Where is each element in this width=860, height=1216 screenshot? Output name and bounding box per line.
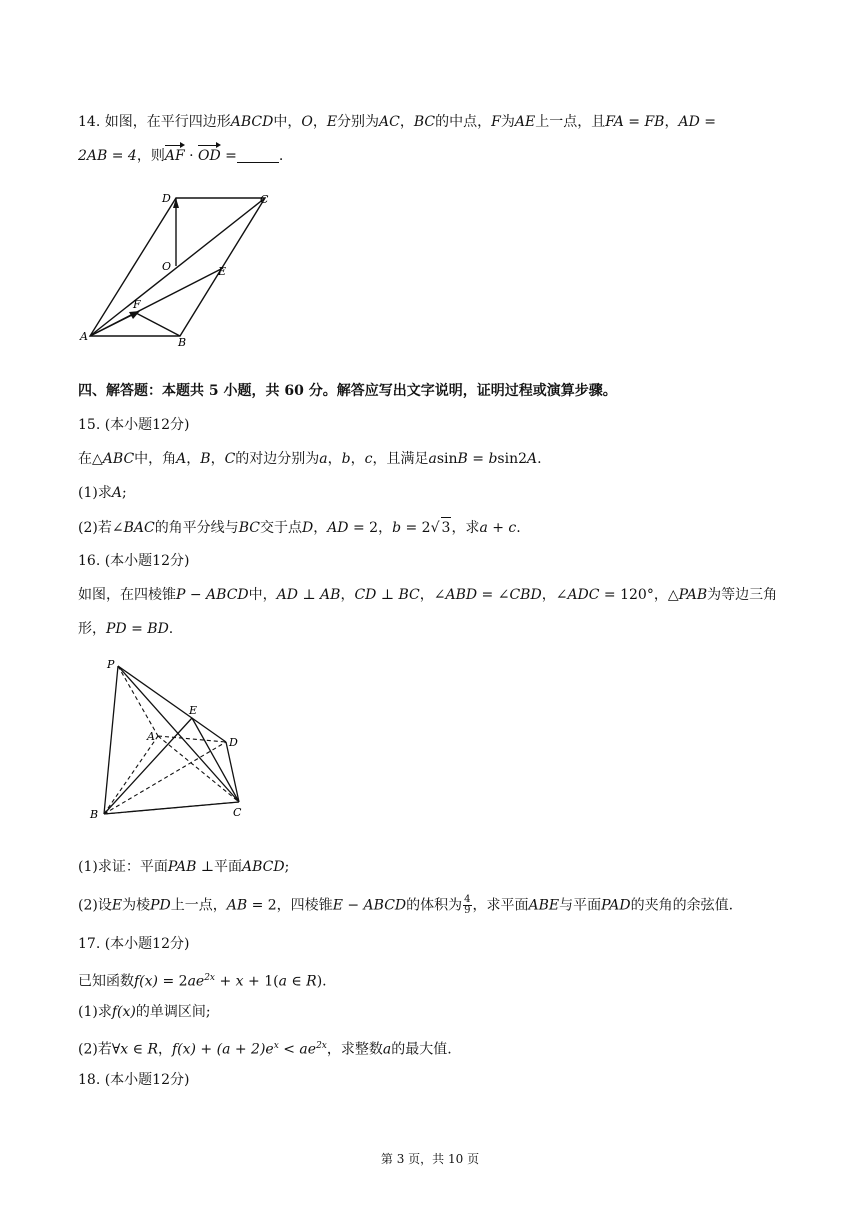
q16-text: 中， — [248, 587, 277, 603]
q14-math: AE — [514, 114, 536, 130]
q15-text: ， — [186, 451, 201, 467]
label-c: C — [233, 806, 242, 819]
sqrt-radicand: 3 — [441, 517, 452, 538]
q16-text: ， — [340, 587, 355, 603]
q16-math: ABD — [445, 587, 478, 603]
q17-exponent: 2x — [316, 1041, 327, 1051]
q14-math: 2AB = 4 — [78, 148, 137, 164]
q14-math: E — [326, 114, 338, 130]
q16-math: ADC — [567, 587, 600, 603]
q17-text: ，求整数 — [326, 1041, 383, 1058]
answer-blank — [237, 148, 279, 163]
label-c: C — [260, 193, 269, 206]
q15-math: b — [341, 451, 351, 467]
q16-text: ，∠ — [541, 587, 568, 603]
q17-part2 — [78, 1036, 452, 1060]
q15-stem — [78, 449, 542, 469]
q16-header: 16. (本小题12分) — [78, 553, 190, 569]
q15-text: 的角平分线与 — [154, 520, 239, 536]
q17-stem — [78, 968, 327, 992]
q15-part1 — [78, 483, 127, 503]
q14-text: ， — [399, 114, 414, 130]
q15-part2 — [78, 517, 521, 538]
q16-math: CBD — [509, 587, 542, 603]
q16-math: P − ABCD — [176, 587, 249, 603]
q17-part1 — [78, 1002, 211, 1022]
q14-text: 中， — [273, 114, 302, 130]
q14-text: . — [278, 148, 284, 164]
q16-math: ABCD — [242, 859, 285, 875]
q16-text: 为等边三角 — [707, 587, 778, 603]
q15-text: = 2 — [401, 520, 431, 536]
q14-line1 — [78, 112, 716, 132]
q15-math: D — [301, 520, 314, 536]
q16-text: ，△ — [653, 587, 679, 603]
q14-math: AC — [379, 114, 400, 130]
label-e: E — [218, 265, 227, 278]
q15-math: a — [428, 451, 437, 467]
q14-math: O — [301, 114, 313, 130]
fraction-denominator: 9 — [464, 905, 471, 916]
q15-math: b — [392, 520, 402, 536]
q17-math: a ∈ R — [278, 973, 317, 990]
q16-math: PD — [150, 897, 171, 914]
q16-text: = 2，四棱锥 — [247, 897, 333, 914]
vector-af: AF — [164, 148, 185, 164]
q17-math: a — [382, 1041, 392, 1058]
q15-text: 交于点 — [259, 520, 302, 536]
q15-math: B — [457, 451, 468, 467]
q15-text: 在△ — [78, 451, 103, 467]
sqrt-symbol: √ — [430, 520, 440, 536]
q15-text: . — [516, 520, 521, 536]
q14-text: 的中点， — [435, 114, 492, 130]
q16-math: PAB — [167, 859, 197, 875]
q14-text: ， — [312, 114, 327, 130]
q16-text: 与平面 — [559, 897, 602, 914]
q17-text: ). — [316, 973, 327, 990]
q17-text: ， — [157, 1041, 172, 1058]
label-b: B — [90, 808, 99, 821]
q15-text: . — [537, 451, 542, 467]
q14-text: ，则 — [136, 148, 165, 164]
section-heading: 四、解答题：本题共 5 小题，共 60 分。解答应写出文字说明，证明过程或演算步骤。 — [78, 383, 617, 399]
q15-math: A — [176, 451, 187, 467]
q15-math: c — [364, 451, 373, 467]
q16-part2 — [78, 895, 733, 916]
label-e: E — [189, 704, 198, 717]
q16-part1 — [78, 857, 289, 877]
q16-text: ，∠ — [419, 587, 446, 603]
q16-line2 — [78, 619, 173, 639]
q14-line2 — [78, 146, 283, 166]
q16-text: 为棱 — [122, 897, 151, 914]
q15-math: b — [488, 451, 498, 467]
q15-math: B — [200, 451, 211, 467]
q17-math: f(x) — [111, 1004, 136, 1020]
q15-math: ABC — [102, 451, 135, 467]
q14-text: = — [220, 148, 237, 164]
q15-text: ; — [121, 485, 127, 501]
q17-math: < ae — [278, 1041, 317, 1058]
q15-text: ， — [313, 520, 328, 536]
q17-text: (1)求 — [78, 1004, 112, 1020]
q14-text: · — [184, 148, 199, 164]
q15-text: ， — [327, 451, 342, 467]
q17-text: + 1( — [243, 973, 279, 990]
parallelogram-figure — [78, 186, 278, 352]
q17-math: x ∈ R — [120, 1041, 158, 1058]
q16-text: 的夹角的余弦值. — [630, 897, 734, 914]
q16-text: (1)求证：平面 — [78, 859, 168, 875]
q15-text: ，且满足 — [372, 451, 429, 467]
q15-text: = 2， — [348, 520, 393, 536]
q17-text: 的最大值. — [391, 1041, 452, 1058]
q17-text: 的单调区间; — [135, 1004, 211, 1020]
q16-text: . — [168, 621, 174, 637]
q17-text: + — [215, 973, 236, 990]
q14-math: FA = FB — [605, 114, 665, 130]
q16-math: PD = BD — [106, 621, 169, 637]
q15-math: BAC — [123, 520, 155, 536]
q14-number: 14. — [78, 114, 101, 130]
q16-text: = 120° — [599, 587, 654, 603]
q15-text: ， — [350, 451, 365, 467]
q17-exponent: x — [273, 1041, 279, 1051]
q15-math: C — [224, 451, 236, 467]
q16-text: 上一点， — [170, 897, 227, 914]
q15-text: sin — [436, 451, 458, 467]
q16-math: PAB — [678, 587, 708, 603]
q17-math: x — [235, 973, 244, 990]
q14-text: 分别为 — [337, 114, 380, 130]
q14-math: F — [491, 114, 501, 130]
q17-text: (2)若∀ — [78, 1041, 121, 1058]
label-d: D — [229, 736, 238, 749]
q14-text: ， — [664, 114, 679, 130]
q14-text: 上一点，且 — [535, 114, 606, 130]
q16-text: 形， — [78, 621, 106, 637]
vector-od: OD — [198, 148, 221, 164]
label-p: P — [107, 658, 115, 671]
q17-header: 17. (本小题12分) — [78, 936, 190, 952]
q15-text: (1)求 — [78, 485, 112, 501]
q16-text: 如图，在四棱锥 — [78, 587, 176, 603]
label-a: A — [80, 330, 88, 343]
label-a: A — [147, 730, 155, 743]
q15-text: 的对边分别为 — [235, 451, 320, 467]
q16-math: E − ABCD — [332, 897, 407, 914]
q15-math: AD — [327, 520, 349, 536]
q17-text: 已知函数 — [78, 973, 134, 990]
fraction-numerator: 4 — [464, 894, 471, 905]
q17-math: f(x) — [134, 973, 159, 990]
q16-text: ⊥平面 — [196, 859, 243, 875]
label-o: O — [162, 260, 172, 273]
q18-header: 18. (本小题12分) — [78, 1072, 190, 1088]
q16-text: (2)设 — [78, 897, 112, 914]
q14-math: ABCD — [230, 114, 274, 130]
q15-text: (2)若∠ — [78, 520, 124, 536]
pyramid-figure — [84, 656, 254, 822]
label-f: F — [133, 298, 141, 311]
q16-math: AB — [226, 897, 248, 914]
q15-math: A — [111, 485, 122, 501]
q15-math: A — [527, 451, 538, 467]
q16-math: CD ⊥ BC — [354, 587, 420, 603]
q16-math: E — [111, 897, 123, 914]
q16-line1 — [78, 585, 777, 605]
q16-text: = ∠ — [477, 587, 510, 603]
q16-math: AD ⊥ AB — [276, 587, 341, 603]
q15-text: ， — [210, 451, 225, 467]
q17-exponent: 2x — [204, 973, 216, 983]
q15-math: a — [319, 451, 328, 467]
q16-math: ABE — [528, 897, 560, 914]
q17-math: f(x) + (a + 2)e — [171, 1041, 274, 1058]
q14-text: 为 — [500, 114, 515, 130]
fraction-4-9 — [463, 895, 471, 916]
label-d: D — [162, 192, 171, 205]
q16-math: PAD — [601, 897, 631, 914]
q15-math: a + c — [479, 520, 517, 536]
q16-text: ; — [284, 859, 290, 875]
q14-text: 如图，在平行四边形 — [104, 114, 231, 130]
q15-header: 15. (本小题12分) — [78, 417, 190, 433]
q14-math: AD = — [678, 114, 716, 130]
q17-math: ae — [187, 973, 205, 990]
q15-text: sin2 — [497, 451, 528, 467]
label-b: B — [178, 336, 187, 349]
q14-math: BC — [413, 114, 436, 130]
q16-text: 的体积为 — [406, 897, 463, 914]
q15-text: 中，角 — [134, 451, 177, 467]
q16-text: ，求平面 — [472, 897, 529, 914]
q15-math: BC — [238, 520, 260, 536]
q15-text: = — [467, 451, 489, 467]
q15-text: ，求 — [451, 520, 480, 536]
q17-text: = 2 — [158, 973, 188, 990]
page-footer: 第 3 页，共 10 页 — [380, 1152, 480, 1166]
